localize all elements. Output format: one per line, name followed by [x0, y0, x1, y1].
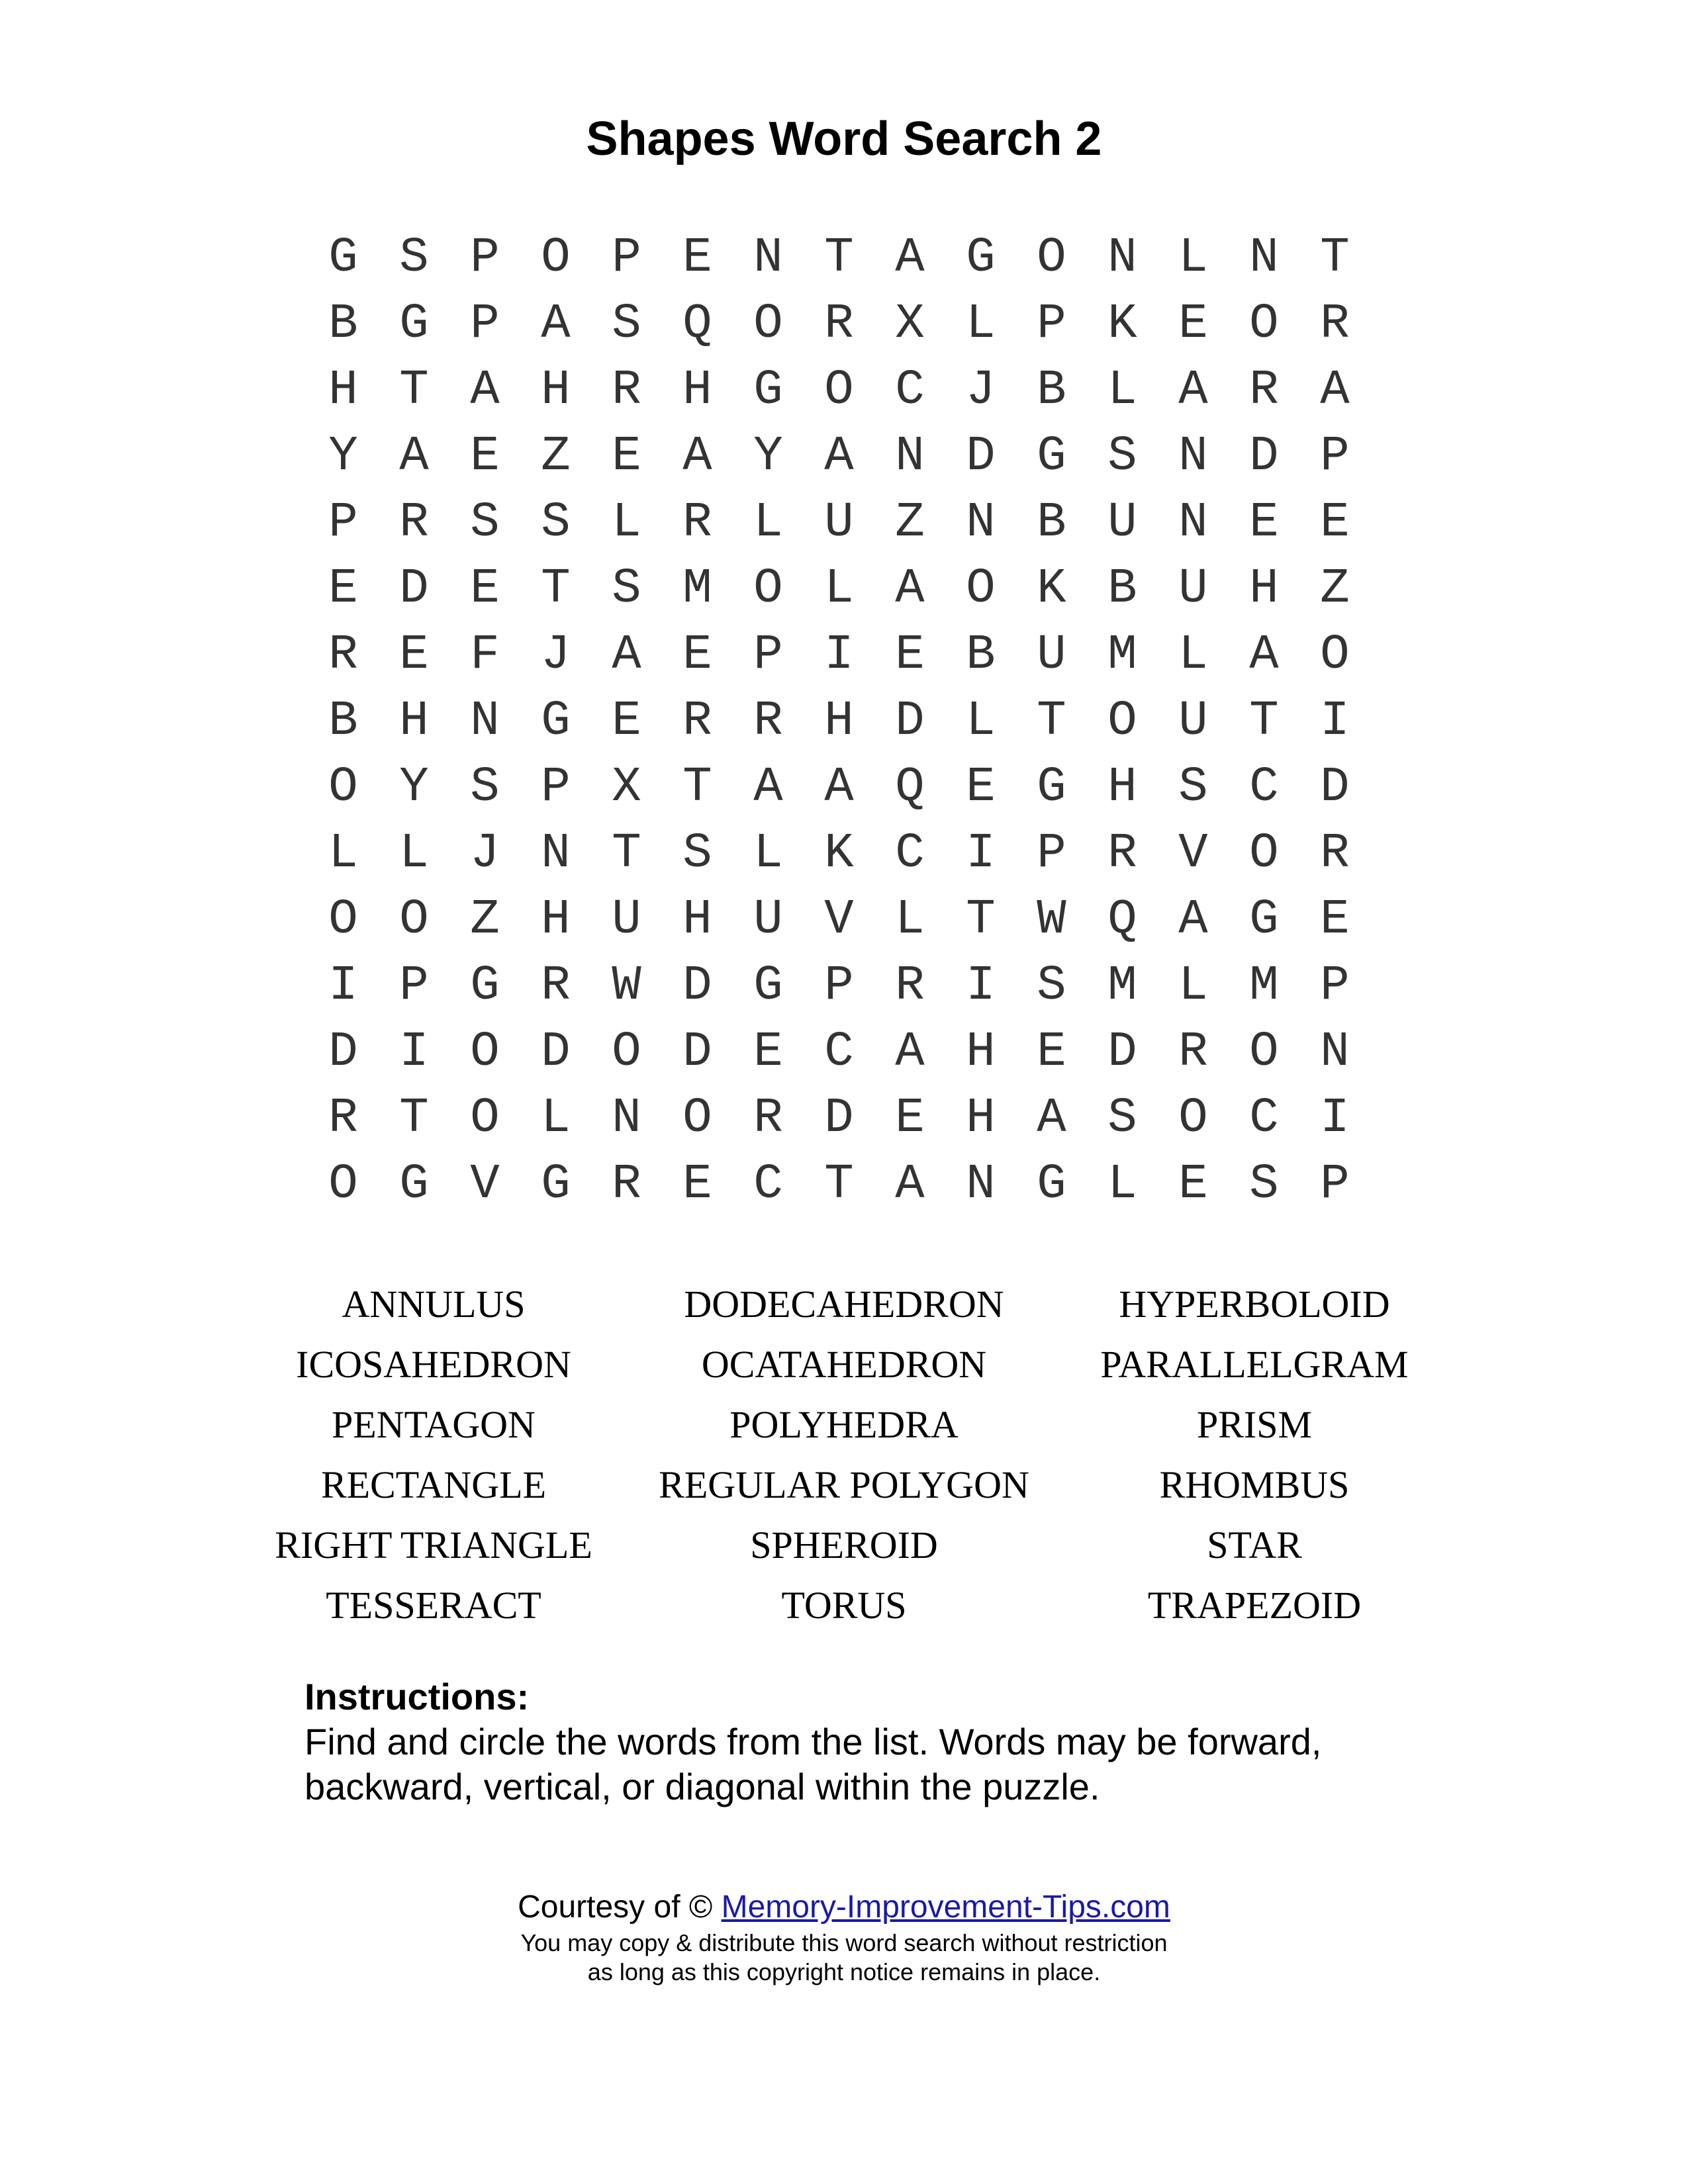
grid-letter: G — [966, 230, 996, 286]
grid-letter: M — [1249, 958, 1279, 1014]
word-item: ANNULUS — [342, 1283, 526, 1326]
grid-letter: L — [1107, 363, 1137, 418]
grid-letter: V — [1178, 826, 1208, 882]
grid-letter: Q — [682, 296, 712, 352]
grid-letter: R — [612, 363, 641, 418]
grid-letter: E — [612, 694, 641, 749]
grid-letter: T — [541, 561, 571, 617]
grid-letter: E — [399, 627, 429, 683]
grid-letter: U — [753, 892, 783, 948]
word-row — [0, 1394, 1688, 1455]
grid-letter: G — [753, 363, 783, 418]
grid-letter: N — [1178, 429, 1208, 484]
grid-letter: A — [1178, 892, 1208, 948]
grid-letter: O — [470, 1091, 500, 1146]
grid-letter: I — [328, 958, 358, 1014]
grid-letter: Y — [399, 760, 429, 815]
grid-letter: D — [682, 1024, 712, 1080]
grid-letter: M — [1107, 627, 1137, 683]
grid-letter: E — [328, 561, 358, 617]
grid-letter: A — [1249, 627, 1279, 683]
grid-letter: O — [1249, 296, 1279, 352]
grid-letter: E — [470, 561, 500, 617]
word-row — [0, 1575, 1688, 1635]
word-row — [0, 1334, 1688, 1394]
grid-letter: S — [1037, 958, 1066, 1014]
grid-letter: U — [1107, 495, 1137, 551]
grid-letter: S — [470, 760, 500, 815]
word-item: RECTANGLE — [320, 1463, 547, 1506]
grid-letter: L — [612, 495, 641, 551]
grid-letter: P — [1037, 826, 1066, 882]
grid-letter: T — [1249, 694, 1279, 749]
grid-letter: H — [682, 892, 712, 948]
grid-letter: E — [1320, 892, 1350, 948]
grid-letter: O — [470, 1024, 500, 1080]
grid-letter: L — [1178, 958, 1208, 1014]
grid-letter: P — [753, 627, 783, 683]
grid-letter: T — [399, 1091, 429, 1146]
grid-letter: I — [966, 826, 996, 882]
instructions — [305, 1674, 1430, 1809]
word-item: PARALLELGRAM — [1100, 1343, 1409, 1386]
grid-letter: R — [682, 694, 712, 749]
grid-letter: A — [824, 760, 854, 815]
grid-letter: B — [328, 694, 358, 749]
grid-letter: A — [1037, 1091, 1066, 1146]
grid-letter: L — [966, 694, 996, 749]
grid-letter: B — [966, 627, 996, 683]
grid-letter: L — [541, 1091, 571, 1146]
grid-letter: R — [682, 495, 712, 551]
grid-letter: W — [612, 958, 641, 1014]
grid-letter: O — [966, 561, 996, 617]
courtesy-prefix: Courtesy of © — [518, 1889, 713, 1925]
grid-letter: R — [612, 1157, 641, 1212]
grid-letter: O — [753, 296, 783, 352]
grid-letter: G — [1037, 1157, 1066, 1212]
grid-letter: G — [399, 1157, 429, 1212]
grid-letter: L — [753, 826, 783, 882]
grid-letter: Z — [1320, 561, 1350, 617]
word-row — [0, 1274, 1688, 1334]
grid-letter: T — [612, 826, 641, 882]
grid-letter: O — [328, 1157, 358, 1212]
grid-letter: C — [753, 1157, 783, 1212]
grid-letter: T — [966, 892, 996, 948]
grid-letter: C — [895, 826, 925, 882]
grid-letter: L — [1107, 1157, 1137, 1212]
word-item: TESSERACT — [326, 1584, 541, 1627]
grid-letter: T — [682, 760, 712, 815]
grid-letter: N — [1320, 1024, 1350, 1080]
word-item: HYPERBOLOID — [1119, 1283, 1390, 1326]
word-item: POLYHEDRA — [729, 1403, 959, 1446]
grid-letter: E — [1037, 1024, 1066, 1080]
grid-letter: N — [1178, 495, 1208, 551]
grid-letter: G — [541, 694, 571, 749]
grid-letter: O — [1037, 230, 1066, 286]
grid-letter: A — [399, 429, 429, 484]
grid-letter: P — [1320, 958, 1350, 1014]
grid-letter: G — [753, 958, 783, 1014]
word-item: REGULAR POLYGON — [659, 1463, 1029, 1506]
grid-letter: O — [1249, 826, 1279, 882]
grid-letter: T — [1320, 230, 1350, 286]
grid-letter: P — [824, 958, 854, 1014]
grid-letter: E — [1178, 1157, 1208, 1212]
grid-letter: H — [966, 1024, 996, 1080]
word-item: STAR — [1207, 1524, 1302, 1567]
grid-letter: L — [966, 296, 996, 352]
grid-letter: P — [470, 230, 500, 286]
grid-letter: P — [1320, 429, 1350, 484]
grid-letter: L — [399, 826, 429, 882]
grid-letter: E — [895, 1091, 925, 1146]
word-item: RHOMBUS — [1159, 1463, 1350, 1506]
grid-letter: U — [1178, 694, 1208, 749]
grid-letter: N — [1249, 230, 1279, 286]
grid-letter: G — [470, 958, 500, 1014]
grid-letter: B — [328, 296, 358, 352]
grid-letter: E — [470, 429, 500, 484]
grid-letter: C — [895, 363, 925, 418]
grid-letter: L — [1178, 230, 1208, 286]
grid-letter: S — [612, 296, 641, 352]
grid-letter: T — [824, 230, 854, 286]
grid-letter: H — [541, 363, 571, 418]
grid-letter: X — [612, 760, 641, 815]
grid-letter: Y — [328, 429, 358, 484]
grid-letter: A — [895, 1157, 925, 1212]
grid-letter: L — [1178, 627, 1208, 683]
grid-letter: L — [895, 892, 925, 948]
grid-letter: E — [682, 230, 712, 286]
grid-letter: R — [1178, 1024, 1208, 1080]
grid-letter: N — [1107, 230, 1137, 286]
grid-letter: V — [824, 892, 854, 948]
grid-letter: B — [1037, 495, 1066, 551]
grid-letter: E — [1249, 495, 1279, 551]
grid-letter: H — [1107, 760, 1137, 815]
grid-letter: G — [399, 296, 429, 352]
grid-letter: N — [966, 495, 996, 551]
grid-letter: O — [1178, 1091, 1208, 1146]
word-row — [0, 1515, 1688, 1575]
grid-letter: I — [1320, 694, 1350, 749]
grid-letter: L — [753, 495, 783, 551]
grid-letter: P — [541, 760, 571, 815]
grid-letter: T — [824, 1157, 854, 1212]
grid-letter: R — [895, 958, 925, 1014]
instructions-body: Find and circle the words from the list. Words may be forward, backward, vertical, or diagonal within the puzzle. — [305, 1721, 1322, 1807]
grid-letter: A — [470, 363, 500, 418]
grid-letter: M — [1107, 958, 1137, 1014]
grid-letter: P — [1037, 296, 1066, 352]
grid-letter: O — [328, 760, 358, 815]
grid-letter: R — [1249, 363, 1279, 418]
grid-letter: S — [399, 230, 429, 286]
word-item: OCATAHEDRON — [701, 1343, 987, 1386]
grid-letter: H — [328, 363, 358, 418]
grid-letter: G — [1249, 892, 1279, 948]
grid-letter: R — [541, 958, 571, 1014]
grid-letter: C — [824, 1024, 854, 1080]
grid-letter: N — [966, 1157, 996, 1212]
grid-letter: E — [682, 627, 712, 683]
grid-letter: L — [824, 561, 854, 617]
grid-letter: B — [1037, 363, 1066, 418]
grid-letter: S — [1178, 760, 1208, 815]
word-item: ICOSAHEDRON — [296, 1343, 571, 1386]
word-item: PENTAGON — [332, 1403, 536, 1446]
grid-letter: Q — [895, 760, 925, 815]
grid-letter: O — [1107, 694, 1137, 749]
grid-letter: I — [966, 958, 996, 1014]
grid-letter: D — [682, 958, 712, 1014]
grid-letter: H — [1249, 561, 1279, 617]
grid-letter: D — [541, 1024, 571, 1080]
grid-letter: F — [470, 627, 500, 683]
grid-letter: E — [966, 760, 996, 815]
grid-letter: P — [1320, 1157, 1350, 1212]
grid-letter: E — [753, 1024, 783, 1080]
grid-letter: Z — [895, 495, 925, 551]
grid-letter: W — [1037, 892, 1066, 948]
page-title: Shapes Word Search 2 — [586, 113, 1102, 165]
grid-letter: O — [1249, 1024, 1279, 1080]
grid-letter: A — [895, 561, 925, 617]
grid-letter: A — [824, 429, 854, 484]
grid-letter: I — [1320, 1091, 1350, 1146]
grid-letter: A — [1178, 363, 1208, 418]
grid-letter: M — [682, 561, 712, 617]
grid-letter: K — [824, 826, 854, 882]
grid-letter: C — [1249, 760, 1279, 815]
grid-letter: B — [1107, 561, 1137, 617]
grid-letter: H — [399, 694, 429, 749]
grid-letter: L — [328, 826, 358, 882]
grid-letter: E — [1178, 296, 1208, 352]
grid-letter: R — [753, 694, 783, 749]
grid-letter: U — [824, 495, 854, 551]
grid-letter: H — [824, 694, 854, 749]
grid-letter: A — [541, 296, 571, 352]
grid-letter: J — [966, 363, 996, 418]
grid-letter: U — [1037, 627, 1066, 683]
instructions-heading: Instructions: — [305, 1676, 530, 1717]
grid-letter: D — [824, 1091, 854, 1146]
word-list — [0, 1274, 1688, 1635]
grid-letter: G — [328, 230, 358, 286]
word-item: SPHEROID — [750, 1524, 938, 1567]
word-item: PRISM — [1196, 1403, 1313, 1446]
grid-letter: P — [470, 296, 500, 352]
grid-letter: D — [1107, 1024, 1137, 1080]
grid-letter: O — [399, 892, 429, 948]
grid-letter: O — [1320, 627, 1350, 683]
grid-letter: H — [682, 363, 712, 418]
grid-letter: N — [470, 694, 500, 749]
grid-letter: S — [470, 495, 500, 551]
grid-letter: D — [328, 1024, 358, 1080]
grid-letter: N — [541, 826, 571, 882]
word-item: DODECAHEDRON — [684, 1283, 1004, 1326]
grid-letter: G — [1037, 429, 1066, 484]
copy-notice-line-1: You may copy & distribute this word search without restriction — [520, 1929, 1168, 1956]
grid-letter: R — [328, 627, 358, 683]
grid-letter: Y — [753, 429, 783, 484]
grid-letter: A — [612, 627, 641, 683]
grid-letter: S — [541, 495, 571, 551]
grid-letter: P — [612, 230, 641, 286]
grid-letter: C — [1249, 1091, 1279, 1146]
grid-letter: A — [895, 230, 925, 286]
grid-letter: O — [753, 561, 783, 617]
grid-letter: I — [824, 627, 854, 683]
grid-letter: H — [966, 1091, 996, 1146]
grid-letter: D — [1320, 760, 1350, 815]
grid-letter: T — [399, 363, 429, 418]
grid-letter: R — [753, 1091, 783, 1146]
grid-letter: S — [1249, 1157, 1279, 1212]
grid-letter: V — [470, 1157, 500, 1212]
grid-letter: J — [470, 826, 500, 882]
grid-letter: A — [682, 429, 712, 484]
grid-letter: T — [1037, 694, 1066, 749]
grid-letter: P — [328, 495, 358, 551]
grid-letter: H — [541, 892, 571, 948]
word-item: TRAPEZOID — [1147, 1584, 1362, 1627]
courtesy-line — [0, 1886, 1688, 1929]
grid-letter: J — [541, 627, 571, 683]
grid-letter: D — [895, 694, 925, 749]
grid-letter: O — [541, 230, 571, 286]
grid-letter: U — [612, 892, 641, 948]
footer — [0, 1886, 1688, 1987]
grid-letter: K — [1037, 561, 1066, 617]
grid-letter: O — [328, 892, 358, 948]
grid-letter: R — [824, 296, 854, 352]
grid-letter: G — [541, 1157, 571, 1212]
grid-letter: R — [1320, 296, 1350, 352]
website-link[interactable]: Memory-Improvement-Tips.com — [721, 1889, 1170, 1925]
word-item: TORUS — [781, 1584, 907, 1627]
grid-letter: R — [399, 495, 429, 551]
word-item: RIGHT TRIANGLE — [275, 1524, 592, 1567]
grid-letter: D — [966, 429, 996, 484]
grid-letter: Z — [541, 429, 571, 484]
grid-letter: E — [1320, 495, 1350, 551]
grid-letter: D — [399, 561, 429, 617]
grid-letter: O — [612, 1024, 641, 1080]
grid-letter: N — [753, 230, 783, 286]
grid-letter: Z — [470, 892, 500, 948]
grid-letter: S — [682, 826, 712, 882]
grid-letter: K — [1107, 296, 1137, 352]
grid-letter: E — [895, 627, 925, 683]
letter-grid — [308, 225, 1370, 1218]
grid-letter: O — [824, 363, 854, 418]
grid-letter: E — [612, 429, 641, 484]
copy-notice-line-2: as long as this copyright notice remains in place. — [587, 1958, 1101, 1985]
grid-letter: R — [328, 1091, 358, 1146]
grid-letter: D — [1249, 429, 1279, 484]
grid-letter: P — [399, 958, 429, 1014]
word-row — [0, 1455, 1688, 1515]
grid-letter: Q — [1107, 892, 1137, 948]
grid-letter: X — [895, 296, 925, 352]
grid-letter: S — [1107, 1091, 1137, 1146]
grid-letter: U — [1178, 561, 1208, 617]
grid-letter: O — [682, 1091, 712, 1146]
grid-letter: E — [682, 1157, 712, 1212]
grid-letter: S — [1107, 429, 1137, 484]
grid-letter: N — [612, 1091, 641, 1146]
grid-letter: A — [895, 1024, 925, 1080]
grid-letter: A — [753, 760, 783, 815]
grid-letter: G — [1037, 760, 1066, 815]
grid-letter: R — [1107, 826, 1137, 882]
grid-letter: N — [895, 429, 925, 484]
grid-letter: S — [612, 561, 641, 617]
grid-letter: A — [1320, 363, 1350, 418]
grid-letter: I — [399, 1024, 429, 1080]
grid-letter: R — [1320, 826, 1350, 882]
